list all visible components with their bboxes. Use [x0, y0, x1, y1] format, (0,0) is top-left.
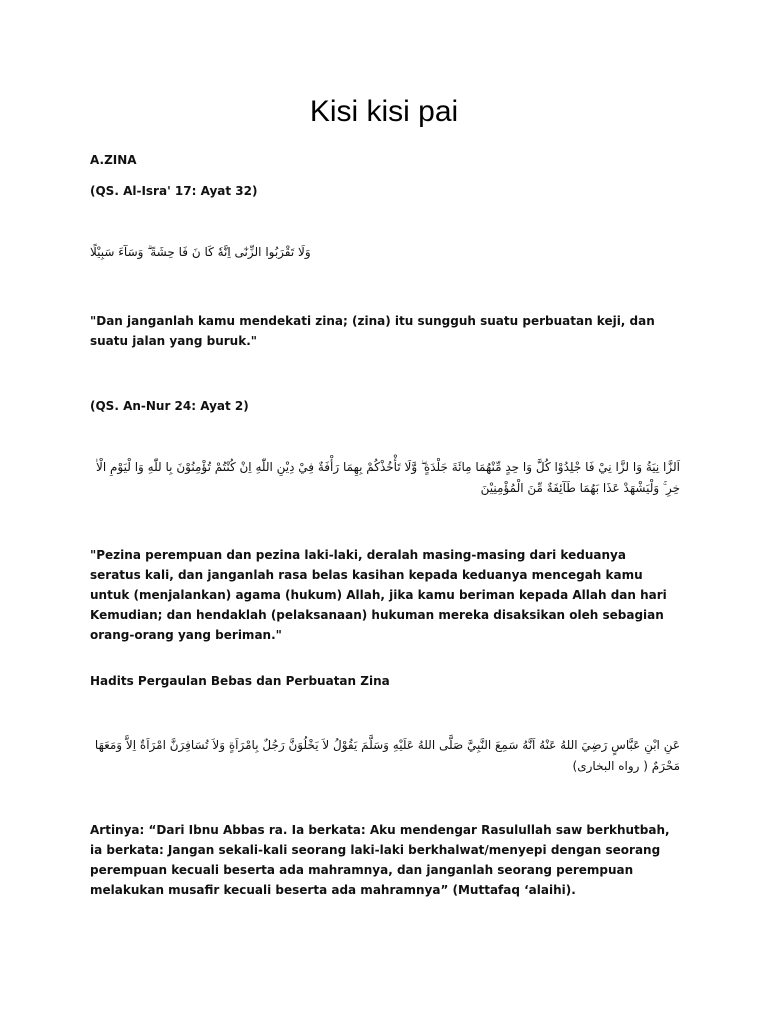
arabic-hadits: عَنِ ابْنِ عَبَّاسٍ رَضِيَ اللهُ عَنْهُ اَنَّهُ سَمِعَ النَّبِيَّ صَلَّى اللهُ عَلَيْهِ وَسَلَّمَ يَقُوْلُ لاَ يَخْلُوَنَّ رَجُلٌ بِامْرَاَةٍ وَلاَ تُسَافِرَنَّ امْرَاَةٌ اِلاَّ وَمَعَهَا مَحْرَمٌ ( رواه البخارى)	[94, 738, 680, 773]
translation-isra: "Dan janganlah kamu mendekati zina; (zina) itu sungguh suatu perbuatan keji, dan suatu jalan yang buruk."	[90, 314, 655, 348]
section-heading-hadits: Hadits Pergaulan Bebas dan Perbuatan Zina	[90, 674, 390, 688]
section-heading-zina: A.ZINA	[90, 153, 137, 167]
translation-hadits: Artinya: “Dari Ibnu Abbas ra. Ia berkata: Aku mendengar Rasulullah saw berkhutbah, ia berkata: Jangan sekali-kali seorang laki-laki berkhalwat/menyepi dengan seorang perempuan kecuali beserta ada mahramnya, dan janganlah seorang perempuan melakukan musafir kecuali beserta ada mahramnya” (Muttafaq ‘alaihi).	[90, 823, 670, 897]
verse-reference-isra: (QS. Al-Isra' 17: Ayat 32)	[90, 184, 258, 198]
translation-nur: "Pezina perempuan dan pezina laki-laki, deralah masing-masing dari keduanya seratus kali, dan janganlah rasa belas kasihan kepada keduanya mencegah kamu untuk (menjalankan) agama (hukum) Allah, jika kamu beriman kepada Allah dan hari Kemudian; dan hendaklah (pelaksanaan) hukuman mereka disaksikan oleh sebagian orang-orang yang beriman."	[90, 548, 667, 642]
verse-reference-nur: (QS. An-Nur 24: Ayat 2)	[90, 399, 249, 413]
arabic-verse-nur: اَلزَّا نِيَةُ وَا لزَّا نِيْ فَا جْلِدُوْا كُلَّ وَا حِدٍ مِّنْهُمَا مِائَةَ جَلْدَةٍ ۖ وَّلَا تَأْخُذْكُمْ بِهِمَا رَأْفَةٌ فِيْ دِيْنِ اللّٰهِ اِنْ كُنْتُمْ تُؤْمِنُوْنَ بِا للّٰهِ وَا لْيَوْمِ الْاٰ خِرِ ۚ وَلْيَشْهَدْ عَذَا بَهُمَا طَآئِفَةٌ مِّنَ الْمُؤْمِنِيْنَ	[95, 460, 680, 495]
arabic-verse-isra: وَلَا تَقْرَبُوا الزِّنٰٓى اِنَّهٗ كَا نَ فَا حِشَةً ۗ وَسَآءَ سَبِيْلًا	[90, 245, 311, 259]
document-title: Kisi kisi pai	[309, 95, 459, 128]
